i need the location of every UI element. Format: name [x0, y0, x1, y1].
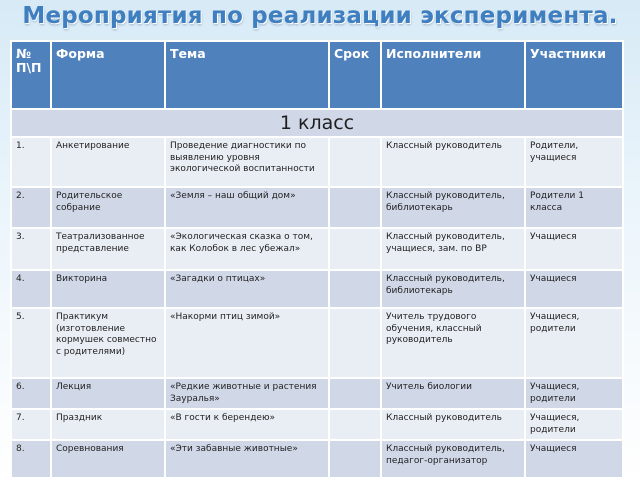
page-title: Мероприятия по реализации эксперимента. [22, 3, 618, 29]
cell-executors: Учитель трудового обучения, классный руководитель [381, 308, 525, 378]
cell-form: Родительское собрание [51, 187, 165, 228]
cell-form: Соревнования [51, 440, 165, 478]
cell-num: 7. [11, 409, 51, 440]
table-row [11, 409, 623, 440]
cell-topic: Проведение диагностики по выявлению уровня экологической воспитанности [165, 137, 329, 187]
cell-topic: «Накорми птиц зимой» [165, 308, 329, 378]
cell-topic: «Редкие животные и растения Зауралья» [165, 378, 329, 409]
header-participants: Участники [525, 41, 623, 109]
cell-num: 5. [11, 308, 51, 378]
cell-participants: Родители, учащиеся [525, 137, 623, 187]
cell-form: Праздник [51, 409, 165, 440]
table-row [11, 378, 623, 409]
cell-num: 3. [11, 228, 51, 270]
cell-term [329, 270, 381, 308]
table-row [11, 440, 623, 478]
events-table [10, 40, 624, 479]
header-num: № П\П [11, 41, 51, 109]
table-row [11, 228, 623, 270]
cell-executors: Классный руководитель [381, 137, 525, 187]
header-executors: Исполнители [381, 41, 525, 109]
cell-executors: Учитель биологии [381, 378, 525, 409]
cell-executors: Классный руководитель, библиотекарь [381, 187, 525, 228]
cell-topic: «Экологическая сказка о том, как Колобок в лес убежал» [165, 228, 329, 270]
cell-term [329, 440, 381, 478]
cell-form: Викторина [51, 270, 165, 308]
cell-term [329, 308, 381, 378]
table-row [11, 137, 623, 187]
cell-topic: «В гости к берендею» [165, 409, 329, 440]
table-header-row [11, 41, 623, 109]
cell-form: Анкетирование [51, 137, 165, 187]
cell-term [329, 228, 381, 270]
cell-topic: «Загадки о птицах» [165, 270, 329, 308]
cell-num: 4. [11, 270, 51, 308]
table-row [11, 308, 623, 378]
cell-executors: Классный руководитель, учащиеся, зам. по ВР [381, 228, 525, 270]
cell-topic: «Земля – наш общий дом» [165, 187, 329, 228]
cell-executors: Классный руководитель [381, 409, 525, 440]
cell-num: 8. [11, 440, 51, 478]
cell-num: 2. [11, 187, 51, 228]
cell-form: Лекция [51, 378, 165, 409]
cell-participants: Учащиеся [525, 270, 623, 308]
cell-term [329, 409, 381, 440]
cell-participants: Учащиеся, родители [525, 409, 623, 440]
header-form: Форма [51, 41, 165, 109]
cell-participants: Родители 1 класса [525, 187, 623, 228]
header-term: Срок [329, 41, 381, 109]
table-row [11, 270, 623, 308]
section-label: 1 класс [11, 109, 623, 137]
cell-topic: «Эти забавные животные» [165, 440, 329, 478]
cell-form: Практикум (изготовление кормушек совместно с родителями) [51, 308, 165, 378]
cell-num: 1. [11, 137, 51, 187]
cell-participants: Учащиеся [525, 440, 623, 478]
cell-term [329, 137, 381, 187]
header-topic: Тема [165, 41, 329, 109]
cell-term [329, 378, 381, 409]
cell-term [329, 187, 381, 228]
cell-participants: Учащиеся, родители [525, 308, 623, 378]
cell-participants: Учащиеся [525, 228, 623, 270]
cell-form: Театрализованное представление [51, 228, 165, 270]
section-row [11, 109, 623, 137]
cell-num: 6. [11, 378, 51, 409]
table-row [11, 187, 623, 228]
cell-participants: Учащиеся, родители [525, 378, 623, 409]
cell-executors: Классный руководитель, педагог-организатор [381, 440, 525, 478]
cell-executors: Классный руководитель, библиотекарь [381, 270, 525, 308]
